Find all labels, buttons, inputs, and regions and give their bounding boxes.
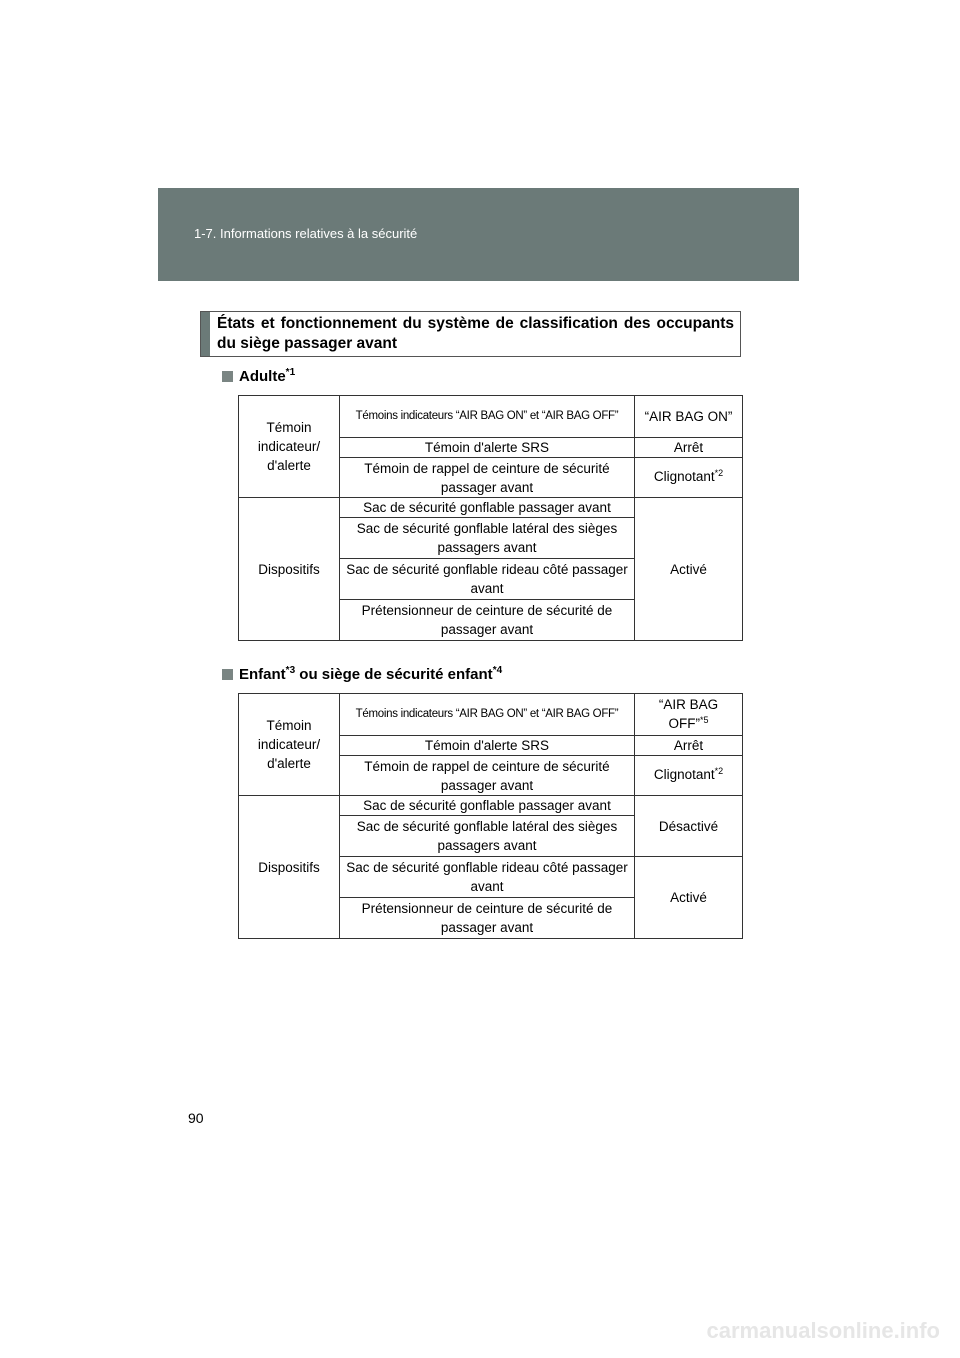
- indicators-value: “AIR BAG ON”: [635, 396, 743, 438]
- device-passenger-airbag: Sac de sécurité gonflable passager avant: [340, 796, 635, 816]
- devices-value-activated: Activé: [635, 857, 743, 939]
- device-passenger-airbag: Sac de sécurité gonflable passager avant: [340, 498, 635, 518]
- belt-value: Clignotant$^{*2}$: [635, 756, 743, 796]
- section-heading: États et fonctionnement du système de classification des occupants du siège passager avant: [217, 315, 734, 352]
- indicators-text: Témoins indicateurs “AIR BAG ON” et “AIR BAG OFF”: [340, 396, 635, 438]
- device-curtain-airbag: Sac de sécurité gonflable rideau côté passager avant: [340, 559, 635, 600]
- srs-label: Témoin d'alerte SRS: [340, 438, 635, 458]
- srs-value: Arrêt: [635, 736, 743, 756]
- belt-label: Témoin de rappel de ceinture de sécurité passager avant: [340, 756, 635, 796]
- srs-label: Témoin d'alerte SRS: [340, 736, 635, 756]
- belt-value: Clignotant$^{*2}$: [635, 458, 743, 498]
- devices-value: Activé: [635, 498, 743, 641]
- indicators-text: Témoins indicateurs “AIR BAG ON” et “AIR BAG OFF”: [340, 694, 635, 736]
- adult-heading: Adulte $^{*1}$: [222, 368, 295, 385]
- devices-value-deactivated: Désactivé: [635, 796, 743, 857]
- child-heading: Enfant $^{*3}$ ou siège de sécurité enfant $^{*4}$: [222, 666, 502, 683]
- svg-text:carmanualsonline.info: carmanualsonline.info: [706, 1318, 940, 1343]
- square-bullet-icon: [222, 371, 233, 382]
- device-pretensioner: Prétensionneur de ceinture de sécurité de passager avant: [340, 898, 635, 939]
- indicator-label: Témoin indicateur/ d'alerte: [239, 396, 340, 498]
- watermark-logo: [692, 1312, 942, 1348]
- belt-label: Témoin de rappel de ceinture de sécurité passager avant: [340, 458, 635, 498]
- header-band: [158, 188, 799, 281]
- indicators-value: “AIR BAG OFF”$^{*5}$: [635, 694, 743, 736]
- adult-table: [238, 395, 743, 641]
- child-table: [238, 693, 743, 939]
- heading-accent-bar: [201, 312, 210, 356]
- device-pretensioner: Prétensionneur de ceinture de sécurité de passager avant: [340, 600, 635, 641]
- srs-value: Arrêt: [635, 438, 743, 458]
- section-title: 1-7. Informations relatives à la sécurité: [194, 226, 418, 241]
- indicator-label: Témoin indicateur/ d'alerte: [239, 694, 340, 796]
- devices-label: Dispositifs: [239, 796, 340, 939]
- device-curtain-airbag: Sac de sécurité gonflable rideau côté passager avant: [340, 857, 635, 898]
- page-number: 90: [188, 1110, 204, 1126]
- square-bullet-icon: [222, 669, 233, 680]
- devices-label: Dispositifs: [239, 498, 340, 641]
- device-side-airbag: Sac de sécurité gonflable latéral des sièges passagers avant: [340, 816, 635, 857]
- device-side-airbag: Sac de sécurité gonflable latéral des sièges passagers avant: [340, 518, 635, 559]
- section-heading-box: [200, 311, 741, 357]
